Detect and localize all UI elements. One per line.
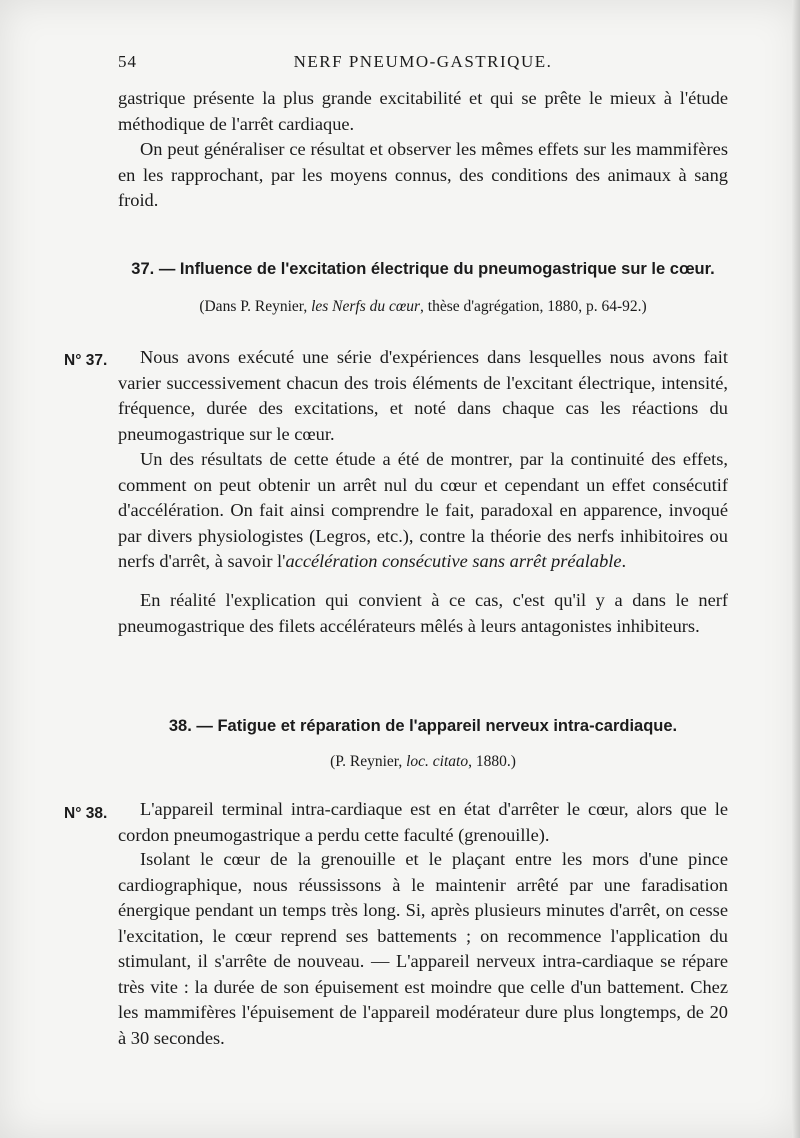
section-37-source-prefix: (Dans P. Reynier, — [199, 298, 312, 315]
running-title: NERF PNEUMO-GASTRIQUE. — [293, 52, 553, 71]
section-38-source-prefix: (P. Reynier, — [330, 753, 407, 770]
section-37-paragraph-2-text: Un des résultats de cette étude a été de montrer, par la continuité des effets, comment on peut obtenir un arrêt nul du cœur et cependant un effet consécutif d'accélération. On fait ainsi comprendre le fait, paradoxal en apparence, invoqué par divers physiologistes (Legros, etc.), contre la théorie des nerfs inhibitoires ou nerfs d'arrêt, à savoir l' — [118, 449, 728, 571]
section-38-paragraph-2: Isolant le cœur de la grenouille et le plaçant entre les mors d'une pince cardiographique, nous réussissons à le maintenir arrêté par une faradisation énergique pendant un temps très long. Si, après plusieurs minutes d'arrêt, on cesse l'excitation, le cœur reprend ses battements ; on recommence l'application du stimulant, il s'arrête de nouveau. — L'appareil nerveux intra-cardiaque se répare très vite : la durée de son épuisement est moindre que celle d'un battement. Chez les mammifères l'épuisement de l'appareil modérateur dure plus longtemps, de 20 à 30 secondes. — [118, 849, 728, 1048]
section-38-title: 38. — Fatigue et réparation de l'appareil nerveux intra-cardiaque. — [168, 717, 678, 735]
section-37-title: 37. — Influence de l'excitation électrique du pneumogastrique sur le cœur. — [131, 260, 715, 278]
section-38-paragraph-1: L'appareil terminal intra-cardiaque est en état d'arrêter le cœur, alors que le cordon pneumogastrique a perdu cette faculté (grenouille). — [118, 799, 728, 845]
page-number: 54 — [118, 52, 137, 71]
page-edge — [792, 0, 800, 1138]
page-header — [118, 52, 728, 76]
section-37-paragraph-2 — [118, 447, 728, 575]
section-37-paragraph-1: Nous avons exécuté une série d'expériences dans lesquelles nous avons fait varier successivement chacun des trois éléments de l'excitant électrique, intensité, fréquence, durée des excitations, et noté dans chaque cas les réactions du pneumogastrique sur le cœur. — [118, 347, 728, 444]
section-37-paragraph-2-end: . — [621, 551, 627, 571]
intro-paragraph-2: On peut généraliser ce résultat et observer les mêmes effets sur les mammifères en les rapprochant, par les moyens connus, des conditions des animaux à sang froid. — [118, 139, 728, 210]
margin-number-38: N° 38. — [64, 805, 108, 822]
section-37-source-work: les Nerfs du cœur — [311, 298, 421, 315]
margin-number-37: N° 37. — [64, 352, 108, 369]
section-37-paragraph-3: En réalité l'explication qui convient à ce cas, c'est qu'il y a dans le nerf pneumogastrique des filets accélérateurs mêlés à leurs antagonistes inhibiteurs. — [118, 590, 728, 636]
section-38-source — [118, 753, 728, 771]
section-37-italic-phrase: accélération consécutive sans arrêt préalable — [285, 551, 622, 571]
intro-paragraph-1: gastrique présente la plus grande excitabilité et qui se prête le mieux à l'étude méthodique de l'arrêt cardiaque. — [118, 88, 728, 134]
section-38-source-suffix: , 1880.) — [468, 753, 516, 770]
section-38-source-work: loc. citato — [406, 753, 469, 770]
section-37-source — [118, 298, 728, 316]
section-37-source-suffix: , thèse d'agrégation, 1880, p. 64-92.) — [420, 298, 647, 315]
